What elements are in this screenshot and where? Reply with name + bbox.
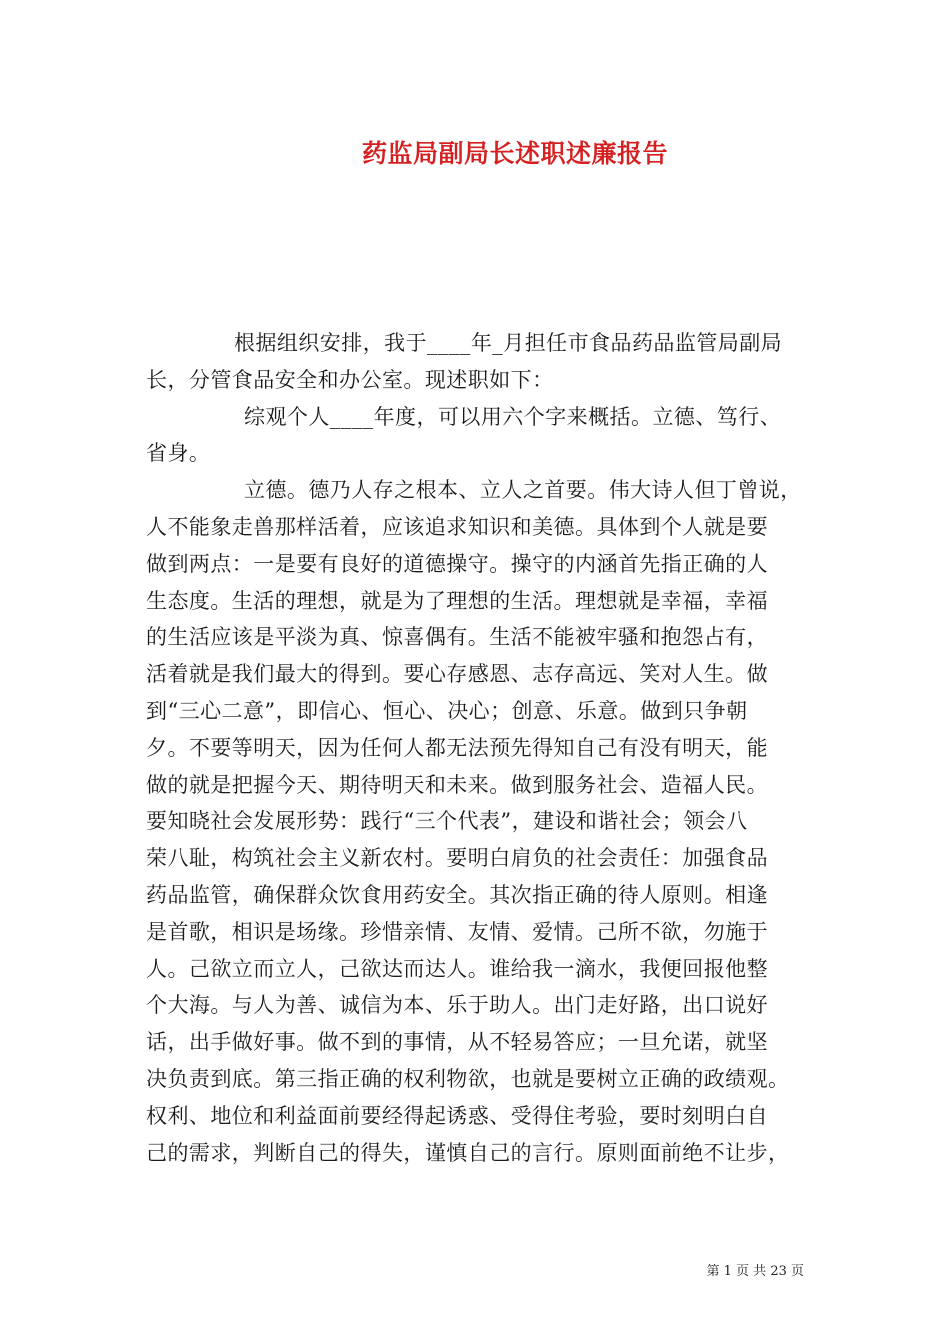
text-line: 到“三心二意”，即信心、恒心、决心；创意、乐意。做到只争朝 xyxy=(146,698,748,723)
text-line: 长，分管食品安全和办公室。现述职如下： xyxy=(146,367,554,392)
text-line: 夕。不要等明天，因为任何人都无法预先得知自己有没有明天，能 xyxy=(146,735,769,760)
text-line: 人。己欲立而立人，己欲达而达人。谁给我一滴水，我便回报他整 xyxy=(146,956,769,981)
text-line: 做到两点：一是要有良好的道德操守。操守的内涵首先指正确的人 xyxy=(146,551,769,576)
page-number: 第 1 页 共 23 页 xyxy=(706,1264,804,1279)
text-line: 要知晓社会发展形势：践行“三个代表”，建设和谐社会；领会八 xyxy=(146,809,748,834)
text-line: 人不能象走兽那样活着，应该追求知识和美德。具体到个人就是要 xyxy=(146,514,769,539)
text-line: 做的就是把握今天、期待明天和未来。做到服务社会、造福人民。 xyxy=(146,772,769,797)
text-line: 荣八耻，构筑社会主义新农村。要明白肩负的社会责任：加强食品 xyxy=(146,846,769,871)
text-line: 活着就是我们最大的得到。要心存感恩、志存高远、笑对人生。做 xyxy=(146,662,769,687)
text-line: 权利、地位和利益面前要经得起诱惑、受得住考验，要时刻明白自 xyxy=(146,1103,769,1128)
text-line: 决负责到底。第三指正确的权利物欲，也就是要树立正确的政绩观。 xyxy=(146,1066,790,1091)
text-line: 生态度。生活的理想，就是为了理想的生活。理想就是幸福，幸福 xyxy=(146,588,769,613)
text-line: 是首歌，相识是场缘。珍惜亲情、友情、爱情。己所不欲，勿施于 xyxy=(146,919,769,944)
text-line: 根据组织安排，我于____年_月担任市食品药品监管局副局 xyxy=(234,331,783,355)
document-title: 药监局副局长述职述廉报告 xyxy=(361,139,668,168)
document-body xyxy=(146,325,828,1171)
text-line: 药品监管，确保群众饮食用药安全。其次指正确的待人原则。相逢 xyxy=(146,882,769,907)
text-line: 话，出手做好事。做不到的事情，从不轻易答应；一旦允诺，就坚 xyxy=(146,1030,769,1055)
text-line: 省身。 xyxy=(146,441,211,466)
text-line: 立德。德乃人存之根本、立人之首要。伟大诗人但丁曾说， xyxy=(244,478,802,503)
text-line: 己的需求，判断自己的得失，谨慎自己的言行。原则面前绝不让步， xyxy=(146,1140,790,1165)
text-line: 综观个人____年度，可以用六个字来概括。立德、笃行、 xyxy=(244,404,782,429)
text-line: 个大海。与人为善、诚信为本、乐于助人。出门走好路，出口说好 xyxy=(146,993,769,1018)
text-line: 的生活应该是平淡为真、惊喜偶有。生活不能被牢骚和抱怨占有， xyxy=(146,625,769,650)
